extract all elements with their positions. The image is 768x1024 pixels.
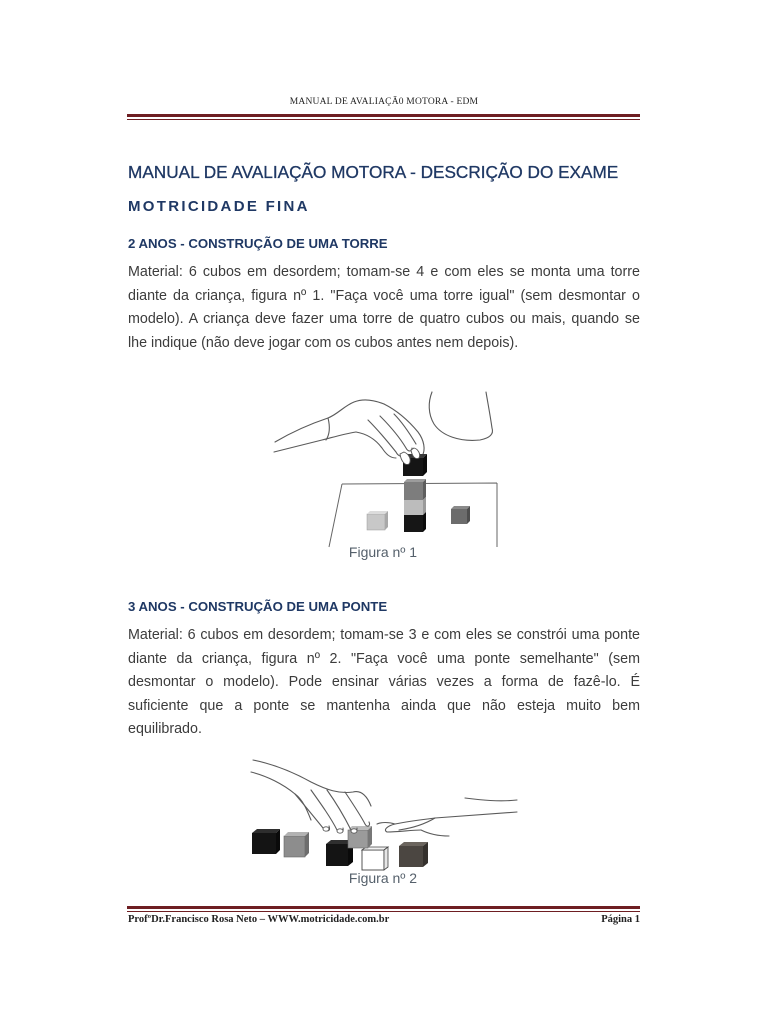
left-hand-sketch xyxy=(251,760,371,833)
footer-rule xyxy=(127,906,640,912)
figure-1-caption: Figura nº 1 xyxy=(348,544,418,560)
arm-sketch xyxy=(429,392,492,440)
paragraph-line: Material: 6 cubos em desordem; tomam-se 4 e com eles se monta uma torre xyxy=(128,264,640,280)
light-gray-cube xyxy=(367,511,388,530)
dark-cube-right xyxy=(399,842,428,867)
section-heading-2-anos: 2 ANOS - CONSTRUÇÃO DE UMA TORRE xyxy=(128,236,388,251)
page-number: Página 1 xyxy=(601,914,640,925)
paragraph-line: desmontar o modelo). Pode ensinar várias vezes a forma de fazê-lo. É xyxy=(128,674,640,691)
section-paragraph-3-anos xyxy=(128,624,640,742)
chapter-subtitle: MOTRICIDADE FINA xyxy=(128,198,310,215)
right-hand-sketch xyxy=(377,798,517,836)
tower-gray-cube xyxy=(404,479,426,500)
figure-2-illustration xyxy=(249,750,519,872)
hand-sketch xyxy=(274,400,424,458)
paragraph-line: diante da criança, figura nº 1. "Faça você uma torre igual" (sem desmontar o xyxy=(128,287,640,304)
dark-gray-cube xyxy=(451,506,470,524)
figure-2-caption: Figura nº 2 xyxy=(348,870,418,886)
white-cube-bridge-base xyxy=(362,847,388,870)
black-cube-left xyxy=(252,829,280,854)
footer-rule-thin-line xyxy=(127,911,640,912)
footer-author: ProfºDr.Francisco Rosa Neto – WWW.motricidade.com.br xyxy=(128,914,390,925)
gray-cube-left xyxy=(284,832,309,857)
paragraph-line: lhe indique (não deve jogar com os cubos antes nem depois). xyxy=(128,334,519,351)
running-header: MANUAL DE AVALIAÇÃ0 MOTORA - EDM xyxy=(289,97,479,107)
paragraph-line: suficiente que a ponte se mantenha ainda que não esteja muito bem xyxy=(128,697,640,714)
paragraph-line: diante da criança, figura nº 2. "Faça você uma ponte semelhante" (sem xyxy=(128,650,640,667)
paragraph-line: modelo). A criança deve fazer uma torre de quatro cubos ou mais, quando se xyxy=(128,311,640,328)
footer-rule-thick-line xyxy=(127,906,640,909)
tower-black-cube xyxy=(404,512,426,532)
page-title: MANUAL DE AVALIAÇÃO MOTORA - DESCRIÇÃO DO EXAME xyxy=(128,162,619,182)
header-rule-thin-line xyxy=(127,119,640,120)
paragraph-line: equilibrado. xyxy=(128,721,202,738)
section-paragraph-2-anos xyxy=(128,261,640,355)
figure-1-illustration xyxy=(272,390,498,548)
header-rule-thick-line xyxy=(127,114,640,117)
header-rule xyxy=(127,114,640,120)
section-heading-3-anos: 3 ANOS - CONSTRUÇÃO DE UMA PONTE xyxy=(128,599,388,614)
paragraph-line: Material: 6 cubos em desordem; tomam-se 3 e com eles se constrói uma ponte xyxy=(128,627,640,643)
